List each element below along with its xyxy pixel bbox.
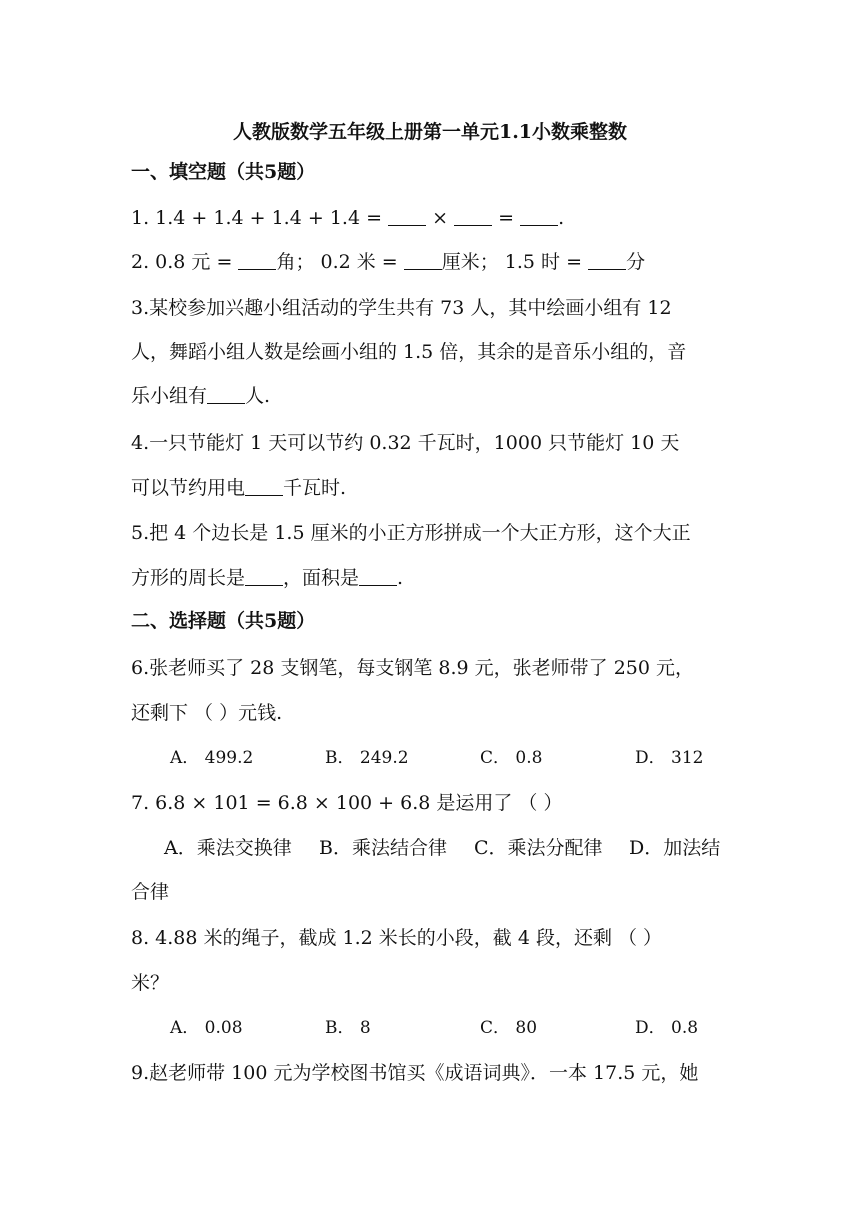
question-7-line-3: 合律 (131, 881, 170, 903)
answer-blank[interactable] (388, 207, 426, 226)
answer-blank[interactable] (207, 385, 245, 404)
question-3-line-3: 乐小组有 人. (131, 385, 271, 407)
option-d[interactable]: D． 312 (635, 748, 704, 768)
page-title: 人教版数学五年级上册第一单元1.1小数乘整数 (232, 121, 628, 143)
option-a[interactable]: A． 0.08 (170, 1018, 243, 1038)
option-c[interactable]: C．乘法分配律 (474, 837, 603, 859)
option-b[interactable]: B． 249.2 (325, 748, 409, 768)
answer-blank[interactable] (245, 567, 283, 586)
question-9-line-1: 9.赵老师带 100 元为学校图书馆买《成语词典》．一本 17.5 元，她 (131, 1062, 699, 1084)
option-b[interactable]: B． 8 (325, 1018, 371, 1038)
question-6-line-2: 还剩下 （ ）元钱. (131, 702, 283, 724)
answer-blank[interactable] (245, 477, 283, 496)
answer-blank[interactable] (454, 207, 492, 226)
answer-blank[interactable] (238, 251, 276, 270)
question-4-line-2: 可以节约用电 千瓦时. (131, 477, 347, 499)
option-a[interactable]: A． 499.2 (170, 748, 254, 768)
option-a[interactable]: A．乘法交换律 (164, 837, 292, 859)
question-7-line-1: 7. 6.8 × 101 = 6.8 × 100 + 6.8 是运用了 （ ） (131, 792, 563, 814)
option-c[interactable]: C． 0.8 (480, 748, 543, 768)
option-c[interactable]: C． 80 (480, 1018, 538, 1038)
answer-blank[interactable] (520, 207, 558, 226)
answer-blank[interactable] (588, 251, 626, 270)
question-5-line-2: 方形的周长是 ，面积是 . (131, 567, 404, 589)
section-heading-multiple-choice: 二、选择题（共5题） (131, 610, 316, 632)
answer-blank[interactable] (404, 251, 442, 270)
question-2: 2. 0.8 元 = 角； 0.2 米 = 厘米； 1.5 时 = 分 (131, 251, 646, 273)
question-3-line-2: 人，舞蹈小组人数是绘画小组的 1.5 倍，其余的是音乐小组的，音 (131, 341, 687, 363)
question-7-options (164, 836, 734, 860)
option-b[interactable]: B．乘法结合律 (319, 837, 447, 859)
question-1: 1. 1.4 + 1.4 + 1.4 + 1.4 = × = . (131, 207, 565, 229)
question-8-line-1: 8. 4.88 米的绳子，截成 1.2 米长的小段，截 4 段，还剩 （ ） (131, 927, 663, 949)
question-4-line-1: 4.一只节能灯 1 天可以节约 0.32 千瓦时，1000 只节能灯 10 天 (131, 432, 680, 454)
option-d[interactable]: D．加法结 (629, 837, 721, 859)
question-6-options (170, 746, 734, 770)
question-3-line-1: 3.某校参加兴趣小组活动的学生共有 73 人，其中绘画小组有 12 (131, 297, 672, 319)
question-5-line-1: 5.把 4 个边长是 1.5 厘米的小正方形拼成一个大正方形，这个大正 (131, 522, 691, 544)
option-d[interactable]: D． 0.8 (635, 1018, 699, 1038)
section-heading-fill-blank: 一、填空题（共5题） (131, 161, 316, 183)
question-8-options (170, 1016, 734, 1040)
answer-blank[interactable] (359, 567, 397, 586)
question-6-line-1: 6.张老师买了 28 支钢笔，每支钢笔 8.9 元，张老师带了 250 元， (131, 657, 695, 679)
question-8-line-2: 米？ (131, 972, 170, 994)
